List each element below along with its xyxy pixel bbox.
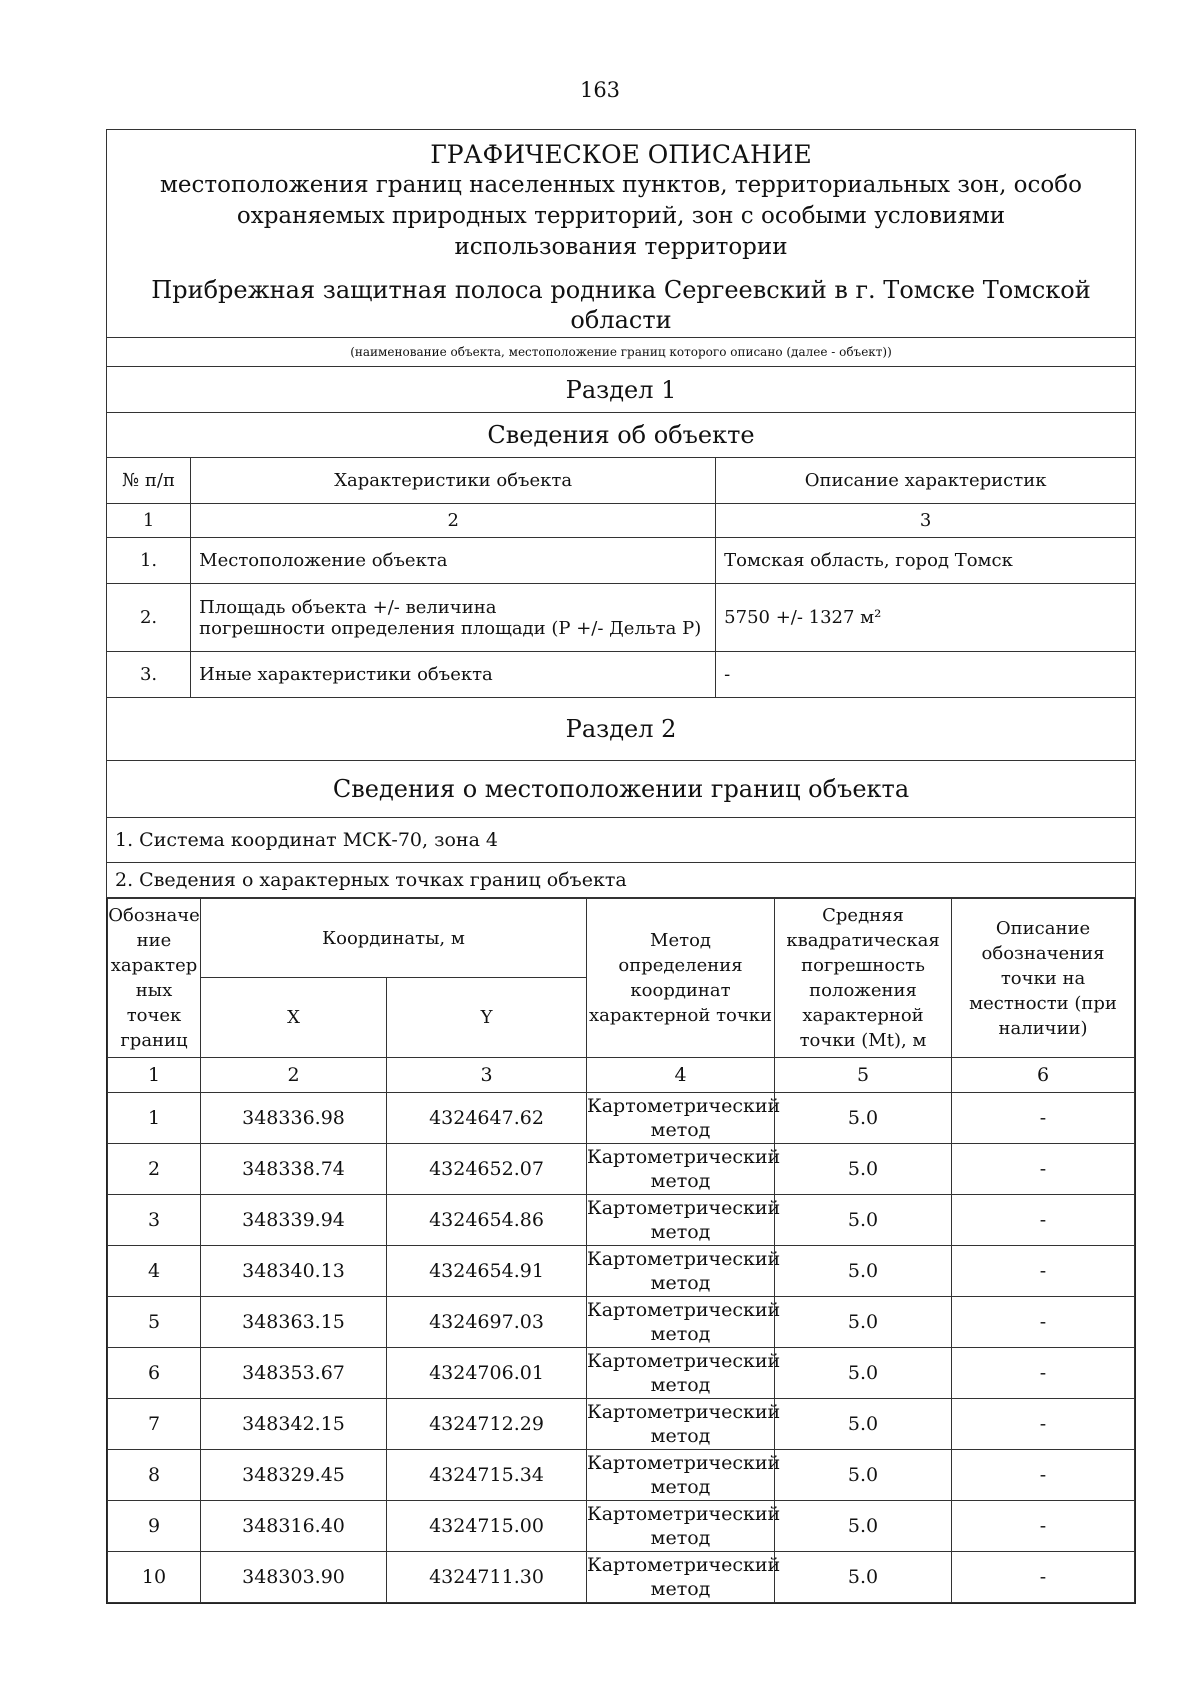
mean-square-error: 5.0 — [775, 1093, 952, 1144]
mean-square-error: 5.0 — [775, 1399, 952, 1450]
col-number: 3 — [387, 1058, 587, 1093]
col-number: 6 — [952, 1058, 1135, 1093]
coord-x: 348339.94 — [201, 1195, 387, 1246]
point-id: 6 — [108, 1348, 201, 1399]
coord-y: 4324697.03 — [387, 1297, 587, 1348]
row-number: 3. — [107, 652, 191, 698]
col-number: 2 — [201, 1058, 387, 1093]
coord-x: 348363.15 — [201, 1297, 387, 1348]
point-description: - — [952, 1501, 1135, 1552]
method — [587, 1348, 781, 1399]
method-line: метод — [650, 1476, 711, 1498]
table-row — [108, 1297, 1135, 1348]
method-line: Картометрический — [587, 1401, 781, 1423]
method-line: Картометрический — [587, 1197, 781, 1219]
method-line: Картометрический — [587, 1299, 781, 1321]
coord-x: 348316.40 — [201, 1501, 387, 1552]
coord-y: 4324712.29 — [387, 1399, 587, 1450]
point-description: - — [952, 1246, 1135, 1297]
point-description: - — [952, 1297, 1135, 1348]
col-number: 1 — [107, 504, 191, 538]
col-number: 3 — [716, 504, 1136, 538]
method-line: Картометрический — [587, 1452, 781, 1474]
mean-square-error: 5.0 — [775, 1297, 952, 1348]
coord-y: 4324711.30 — [387, 1552, 587, 1603]
coord-y: 4324654.86 — [387, 1195, 587, 1246]
method-line: метод — [650, 1374, 711, 1396]
point-description: - — [952, 1093, 1135, 1144]
mean-square-error: 5.0 — [775, 1348, 952, 1399]
method-line: метод — [650, 1221, 711, 1243]
col-header-x: X — [201, 978, 387, 1058]
coord-y: 4324715.00 — [387, 1501, 587, 1552]
document-subtitle: местоположения границ населенных пунктов, территориальных зон, особо охраняемых природных территорий, зон с особыми условиями использования территории — [160, 172, 1082, 260]
col-header-error: Средняя квадратическая погрешность положения характерной точки (Mt), м — [775, 899, 952, 1058]
table-row — [108, 1348, 1135, 1399]
point-description: - — [952, 1399, 1135, 1450]
section1-subheading: Сведения об объекте — [107, 413, 1136, 458]
coord-x: 348342.15 — [201, 1399, 387, 1450]
point-id: 10 — [108, 1552, 201, 1603]
characteristic: Иные характеристики объекта — [191, 652, 716, 698]
section2-heading: Раздел 2 — [107, 698, 1136, 761]
table-row — [108, 1501, 1135, 1552]
row-number: 1. — [107, 538, 191, 584]
table-row — [108, 1246, 1135, 1297]
section2-subheading: Сведения о местоположении границ объекта — [107, 761, 1136, 818]
section1-column-numbers — [107, 504, 1136, 538]
col-header-coordinates: Координаты, м — [201, 899, 587, 978]
col-header-point-description: Описание обозначения точки на местности (при наличии) — [952, 899, 1135, 1058]
method — [587, 1144, 781, 1195]
coordinate-column-numbers — [108, 1058, 1135, 1093]
method — [587, 1195, 781, 1246]
method-line: Картометрический — [587, 1350, 781, 1372]
method-line: метод — [650, 1425, 711, 1447]
col-header-designation: Обозначе ние характер ных точек границ — [108, 899, 201, 1058]
characteristic: Местоположение объекта — [191, 538, 716, 584]
characteristic-value: 5750 +/- 1327 м² — [716, 584, 1136, 652]
method-line: Картометрический — [587, 1095, 781, 1117]
table-row — [107, 584, 1136, 652]
coord-x: 348340.13 — [201, 1246, 387, 1297]
coord-y: 4324652.07 — [387, 1144, 587, 1195]
col-header-description: Описание характеристик — [716, 458, 1136, 504]
table-row — [108, 1195, 1135, 1246]
coord-y: 4324715.34 — [387, 1450, 587, 1501]
point-id: 7 — [108, 1399, 201, 1450]
mean-square-error: 5.0 — [775, 1501, 952, 1552]
point-description: - — [952, 1348, 1135, 1399]
mean-square-error: 5.0 — [775, 1246, 952, 1297]
coordinate-system: 1. Система координат МСК-70, зона 4 — [107, 818, 1136, 863]
coordinates-table — [107, 898, 1135, 1603]
col-header-method: Метод определения координат характерной точки — [587, 899, 775, 1058]
object-name: Прибрежная защитная полоса родника Сергеевский в г. Томске Томской области — [107, 275, 1135, 338]
coord-y: 4324647.62 — [387, 1093, 587, 1144]
title-block — [107, 130, 1136, 367]
coord-y: 4324706.01 — [387, 1348, 587, 1399]
coord-y: 4324654.91 — [387, 1246, 587, 1297]
table-row — [108, 1144, 1135, 1195]
method-line: Картометрический — [587, 1146, 781, 1168]
table-row — [108, 1552, 1135, 1603]
point-id: 9 — [108, 1501, 201, 1552]
point-id: 5 — [108, 1297, 201, 1348]
point-description: - — [952, 1195, 1135, 1246]
col-number: 5 — [775, 1058, 952, 1093]
method-line: метод — [650, 1272, 711, 1294]
point-description: - — [952, 1552, 1135, 1603]
method-line: метод — [650, 1578, 711, 1600]
method — [587, 1297, 781, 1348]
table-row — [108, 1450, 1135, 1501]
method — [587, 1552, 781, 1603]
table-row — [107, 538, 1136, 584]
characteristic-value: - — [716, 652, 1136, 698]
method-line: Картометрический — [587, 1554, 781, 1576]
coord-x: 348336.98 — [201, 1093, 387, 1144]
method-line: метод — [650, 1170, 711, 1192]
points-caption: 2. Сведения о характерных точках границ объекта — [107, 863, 1136, 898]
col-header-number: № п/п — [107, 458, 191, 504]
mean-square-error: 5.0 — [775, 1450, 952, 1501]
method-line: метод — [650, 1527, 711, 1549]
method — [587, 1093, 781, 1144]
method — [587, 1450, 781, 1501]
point-description: - — [952, 1144, 1135, 1195]
table-row — [108, 1093, 1135, 1144]
col-header-y: Y — [387, 978, 587, 1058]
document-title: ГРАФИЧЕСКОЕ ОПИСАНИЕ — [430, 140, 812, 169]
characteristic-value: Томская область, город Томск — [716, 538, 1136, 584]
point-id: 4 — [108, 1246, 201, 1297]
coord-x: 348353.67 — [201, 1348, 387, 1399]
point-id: 2 — [108, 1144, 201, 1195]
section1-header-row — [107, 458, 1136, 504]
page-number: 163 — [579, 78, 621, 102]
mean-square-error: 5.0 — [775, 1552, 952, 1603]
table-row — [107, 652, 1136, 698]
col-number: 1 — [108, 1058, 201, 1093]
method-line: метод — [650, 1323, 711, 1345]
characteristic-line: погрешности определения площади (Р +/- Дельта Р) — [199, 617, 702, 639]
coord-x: 348329.45 — [201, 1450, 387, 1501]
section1-heading: Раздел 1 — [107, 367, 1136, 413]
coord-x: 348338.74 — [201, 1144, 387, 1195]
coord-x: 348303.90 — [201, 1552, 387, 1603]
object-name-caption: (наименование объекта, местоположение границ которого описано (далее - объект)) — [350, 345, 892, 359]
method-line: Картометрический — [587, 1503, 781, 1525]
mean-square-error: 5.0 — [775, 1195, 952, 1246]
point-id: 3 — [108, 1195, 201, 1246]
col-number: 2 — [191, 504, 716, 538]
method-line: Картометрический — [587, 1248, 781, 1270]
points-body — [108, 1093, 1135, 1603]
method-line: метод — [650, 1119, 711, 1141]
mean-square-error: 5.0 — [775, 1144, 952, 1195]
characteristic — [191, 584, 716, 652]
method — [587, 1246, 781, 1297]
characteristic-line: Площадь объекта +/- величина — [199, 596, 497, 618]
method — [587, 1501, 781, 1552]
method — [587, 1399, 781, 1450]
table-row — [108, 1399, 1135, 1450]
col-number: 4 — [587, 1058, 775, 1093]
col-header-characteristic: Характеристики объекта — [191, 458, 716, 504]
graphic-description-form — [106, 129, 1136, 1604]
point-id: 8 — [108, 1450, 201, 1501]
point-id: 1 — [108, 1093, 201, 1144]
row-number: 2. — [107, 584, 191, 652]
point-description: - — [952, 1450, 1135, 1501]
